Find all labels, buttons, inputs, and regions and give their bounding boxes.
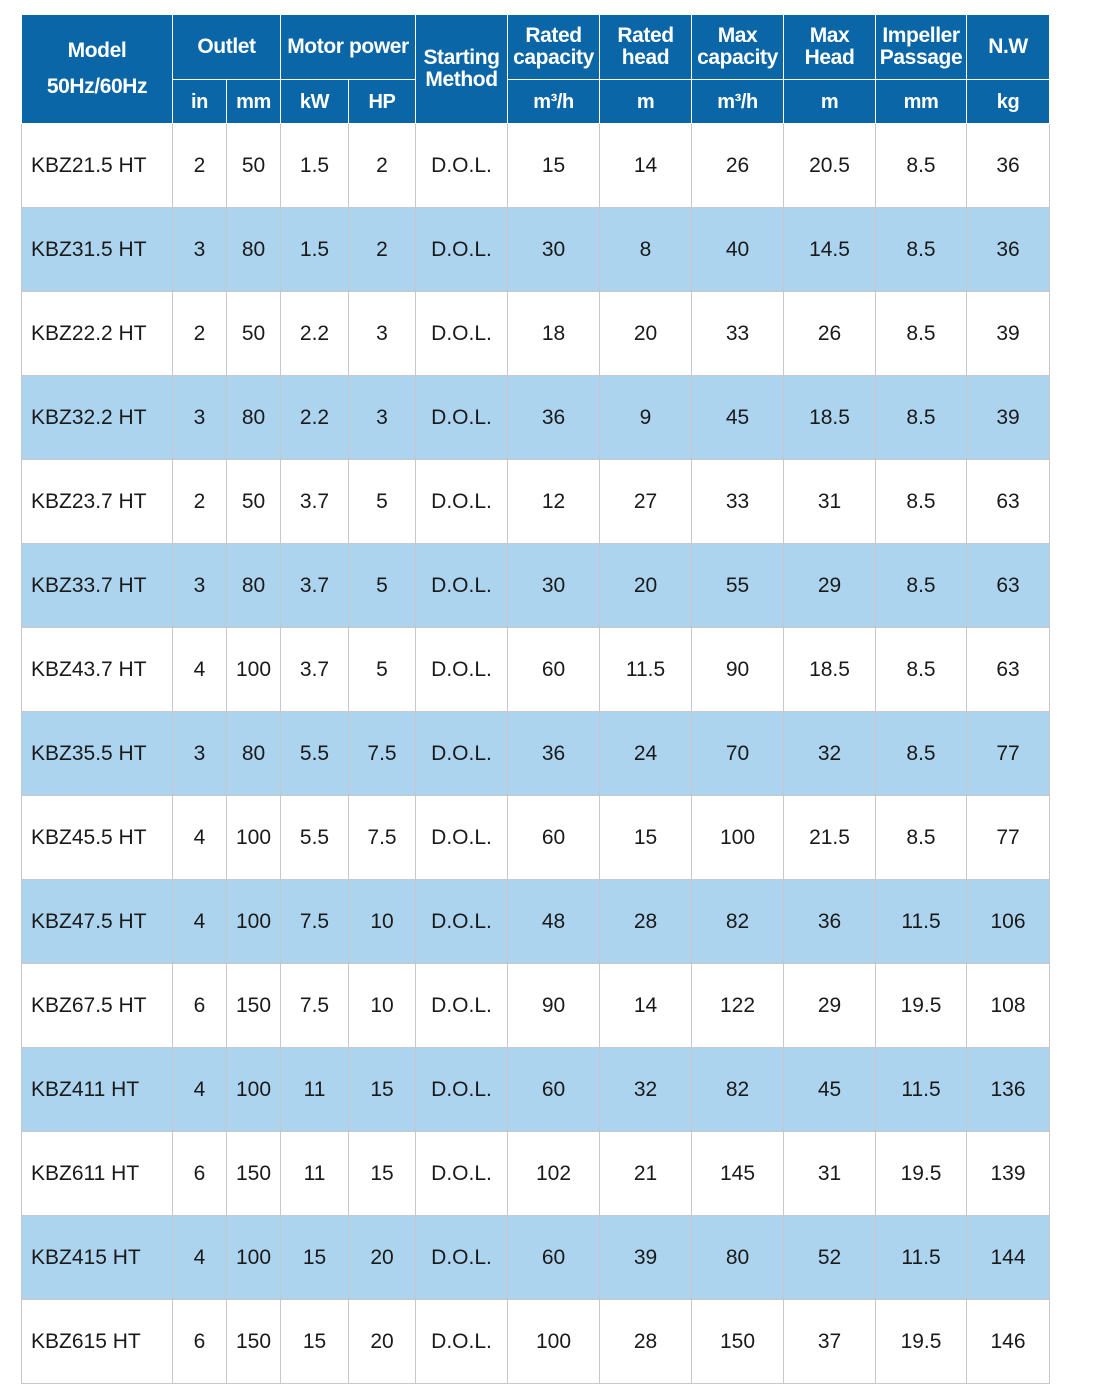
cell-outlet-mm: 50 <box>227 460 281 544</box>
cell-motor-kw: 1.5 <box>281 208 349 292</box>
cell-impeller-passage: 19.5 <box>876 1132 967 1216</box>
cell-max-head: 21.5 <box>784 796 876 880</box>
cell-max-capacity: 80 <box>692 1216 784 1300</box>
unit-impeller-passage: mm <box>876 80 967 124</box>
cell-max-head: 29 <box>784 544 876 628</box>
table-row <box>22 964 1050 1048</box>
cell-rated-capacity: 60 <box>508 1216 600 1300</box>
cell-motor-kw: 2.2 <box>281 376 349 460</box>
cell-rated-head: 9 <box>600 376 692 460</box>
cell-rated-head: 14 <box>600 124 692 208</box>
cell-motor-hp: 5 <box>349 460 416 544</box>
cell-impeller-passage: 8.5 <box>876 292 967 376</box>
cell-impeller-passage: 11.5 <box>876 880 967 964</box>
cell-model: KBZ23.7 HT <box>22 460 173 544</box>
unit-motor-kw: kW <box>281 80 349 124</box>
cell-model: KBZ411 HT <box>22 1048 173 1132</box>
cell-rated-capacity: 100 <box>508 1300 600 1384</box>
cell-outlet-mm: 100 <box>227 880 281 964</box>
table-row <box>22 1216 1050 1300</box>
cell-max-head: 31 <box>784 460 876 544</box>
cell-outlet-in: 4 <box>173 796 227 880</box>
cell-impeller-passage: 8.5 <box>876 460 967 544</box>
cell-outlet-in: 2 <box>173 292 227 376</box>
cell-nw: 106 <box>967 880 1050 964</box>
cell-max-capacity: 145 <box>692 1132 784 1216</box>
cell-motor-kw: 15 <box>281 1216 349 1300</box>
unit-motor-hp: HP <box>349 80 416 124</box>
header-rated-head-line1: Rated <box>617 24 674 47</box>
header-rated-capacity <box>508 15 600 80</box>
cell-rated-head: 21 <box>600 1132 692 1216</box>
cell-nw: 77 <box>967 712 1050 796</box>
cell-motor-hp: 7.5 <box>349 712 416 796</box>
unit-max-capacity: m³/h <box>692 80 784 124</box>
cell-starting-method: D.O.L. <box>416 1048 508 1132</box>
cell-outlet-in: 3 <box>173 208 227 292</box>
header-rated-capacity-line2: capacity <box>513 46 594 69</box>
header-model-line1: Model <box>67 39 127 62</box>
header-starting-method-line2: Method <box>425 68 498 91</box>
table-row <box>22 628 1050 712</box>
cell-max-capacity: 100 <box>692 796 784 880</box>
cell-rated-head: 20 <box>600 544 692 628</box>
cell-outlet-mm: 80 <box>227 208 281 292</box>
cell-rated-capacity: 60 <box>508 1048 600 1132</box>
unit-rated-head: m <box>600 80 692 124</box>
cell-outlet-in: 6 <box>173 1132 227 1216</box>
cell-rated-capacity: 36 <box>508 712 600 796</box>
cell-rated-capacity: 18 <box>508 292 600 376</box>
cell-starting-method: D.O.L. <box>416 880 508 964</box>
unit-nw: kg <box>967 80 1050 124</box>
cell-outlet-in: 4 <box>173 628 227 712</box>
cell-starting-method: D.O.L. <box>416 796 508 880</box>
cell-outlet-mm: 150 <box>227 1300 281 1384</box>
cell-rated-capacity: 60 <box>508 628 600 712</box>
cell-motor-hp: 15 <box>349 1048 416 1132</box>
cell-rated-capacity: 30 <box>508 208 600 292</box>
header-outlet-label: Outlet <box>197 35 256 58</box>
cell-motor-kw: 5.5 <box>281 796 349 880</box>
cell-nw: 39 <box>967 376 1050 460</box>
cell-starting-method: D.O.L. <box>416 124 508 208</box>
cell-impeller-passage: 8.5 <box>876 544 967 628</box>
cell-model: KBZ45.5 HT <box>22 796 173 880</box>
cell-impeller-passage: 8.5 <box>876 628 967 712</box>
table-row <box>22 880 1050 964</box>
unit-outlet-in: in <box>173 80 227 124</box>
cell-impeller-passage: 8.5 <box>876 712 967 796</box>
cell-rated-head: 20 <box>600 292 692 376</box>
header-impeller-passage <box>876 15 967 80</box>
header-max-capacity <box>692 15 784 80</box>
cell-max-head: 52 <box>784 1216 876 1300</box>
cell-outlet-mm: 100 <box>227 1048 281 1132</box>
header-impeller-passage-line1: Impeller <box>882 24 960 47</box>
cell-motor-hp: 3 <box>349 292 416 376</box>
cell-starting-method: D.O.L. <box>416 1216 508 1300</box>
header-rated-head <box>600 15 692 80</box>
header-outlet <box>173 15 281 80</box>
unit-rated-capacity: m³/h <box>508 80 600 124</box>
cell-motor-kw: 5.5 <box>281 712 349 796</box>
cell-rated-head: 28 <box>600 880 692 964</box>
cell-rated-head: 39 <box>600 1216 692 1300</box>
header-model <box>22 15 173 124</box>
cell-starting-method: D.O.L. <box>416 712 508 796</box>
cell-outlet-in: 3 <box>173 712 227 796</box>
cell-rated-capacity: 90 <box>508 964 600 1048</box>
cell-rated-head: 15 <box>600 796 692 880</box>
cell-max-head: 18.5 <box>784 376 876 460</box>
cell-model: KBZ35.5 HT <box>22 712 173 796</box>
cell-outlet-mm: 50 <box>227 124 281 208</box>
cell-impeller-passage: 11.5 <box>876 1216 967 1300</box>
cell-nw: 108 <box>967 964 1050 1048</box>
cell-rated-capacity: 12 <box>508 460 600 544</box>
cell-motor-hp: 5 <box>349 544 416 628</box>
unit-outlet-mm: mm <box>227 80 281 124</box>
cell-outlet-in: 3 <box>173 376 227 460</box>
cell-rated-capacity: 48 <box>508 880 600 964</box>
cell-outlet-mm: 80 <box>227 376 281 460</box>
cell-rated-head: 14 <box>600 964 692 1048</box>
cell-max-head: 29 <box>784 964 876 1048</box>
cell-max-capacity: 40 <box>692 208 784 292</box>
cell-model: KBZ43.7 HT <box>22 628 173 712</box>
cell-nw: 36 <box>967 208 1050 292</box>
cell-rated-head: 24 <box>600 712 692 796</box>
header-max-head-line1: Max <box>809 24 850 47</box>
cell-rated-capacity: 36 <box>508 376 600 460</box>
cell-motor-hp: 15 <box>349 1132 416 1216</box>
cell-motor-hp: 20 <box>349 1300 416 1384</box>
table-row <box>22 376 1050 460</box>
cell-max-head: 26 <box>784 292 876 376</box>
cell-max-head: 31 <box>784 1132 876 1216</box>
unit-max-head: m <box>784 80 876 124</box>
header-motor-power <box>281 15 416 80</box>
cell-nw: 139 <box>967 1132 1050 1216</box>
table-row <box>22 460 1050 544</box>
cell-starting-method: D.O.L. <box>416 460 508 544</box>
cell-nw: 63 <box>967 544 1050 628</box>
header-rated-head-line2: head <box>621 46 670 69</box>
cell-max-capacity: 26 <box>692 124 784 208</box>
header-max-head-line2: Head <box>804 46 855 69</box>
cell-rated-capacity: 102 <box>508 1132 600 1216</box>
cell-motor-hp: 2 <box>349 124 416 208</box>
cell-outlet-mm: 150 <box>227 1132 281 1216</box>
cell-model: KBZ22.2 HT <box>22 292 173 376</box>
cell-motor-hp: 10 <box>349 880 416 964</box>
cell-nw: 39 <box>967 292 1050 376</box>
cell-nw: 77 <box>967 796 1050 880</box>
cell-max-capacity: 122 <box>692 964 784 1048</box>
header-motor-power-label: Motor power <box>287 35 409 58</box>
cell-max-capacity: 82 <box>692 1048 784 1132</box>
cell-max-capacity: 150 <box>692 1300 784 1384</box>
cell-motor-kw: 11 <box>281 1048 349 1132</box>
cell-model: KBZ31.5 HT <box>22 208 173 292</box>
cell-model: KBZ32.2 HT <box>22 376 173 460</box>
header-rated-capacity-line1: Rated <box>525 24 582 47</box>
cell-rated-head: 27 <box>600 460 692 544</box>
table-row <box>22 292 1050 376</box>
cell-max-capacity: 45 <box>692 376 784 460</box>
header-max-head <box>784 15 876 80</box>
cell-outlet-in: 2 <box>173 124 227 208</box>
table-row <box>22 712 1050 796</box>
table-row <box>22 796 1050 880</box>
cell-max-capacity: 90 <box>692 628 784 712</box>
table-row <box>22 124 1050 208</box>
cell-motor-hp: 7.5 <box>349 796 416 880</box>
header-row-main <box>22 15 1050 80</box>
cell-starting-method: D.O.L. <box>416 208 508 292</box>
cell-max-head: 14.5 <box>784 208 876 292</box>
cell-model: KBZ21.5 HT <box>22 124 173 208</box>
cell-impeller-passage: 11.5 <box>876 1048 967 1132</box>
cell-outlet-in: 4 <box>173 880 227 964</box>
cell-impeller-passage: 19.5 <box>876 964 967 1048</box>
cell-outlet-mm: 80 <box>227 712 281 796</box>
cell-outlet-in: 4 <box>173 1048 227 1132</box>
cell-motor-kw: 7.5 <box>281 880 349 964</box>
cell-max-capacity: 70 <box>692 712 784 796</box>
cell-motor-kw: 7.5 <box>281 964 349 1048</box>
cell-outlet-in: 4 <box>173 1216 227 1300</box>
cell-nw: 36 <box>967 124 1050 208</box>
cell-starting-method: D.O.L. <box>416 628 508 712</box>
cell-nw: 146 <box>967 1300 1050 1384</box>
header-impeller-passage-line2: Passage <box>879 46 963 69</box>
cell-max-head: 36 <box>784 880 876 964</box>
cell-max-head: 37 <box>784 1300 876 1384</box>
cell-motor-hp: 5 <box>349 628 416 712</box>
cell-max-capacity: 33 <box>692 460 784 544</box>
cell-model: KBZ67.5 HT <box>22 964 173 1048</box>
cell-outlet-mm: 100 <box>227 1216 281 1300</box>
header-row-units <box>22 80 1050 124</box>
cell-motor-hp: 2 <box>349 208 416 292</box>
table-row <box>22 208 1050 292</box>
cell-model: KBZ33.7 HT <box>22 544 173 628</box>
cell-rated-head: 11.5 <box>600 628 692 712</box>
cell-outlet-in: 6 <box>173 1300 227 1384</box>
table-row <box>22 1132 1050 1216</box>
cell-impeller-passage: 8.5 <box>876 796 967 880</box>
cell-motor-kw: 1.5 <box>281 124 349 208</box>
cell-impeller-passage: 8.5 <box>876 208 967 292</box>
cell-max-head: 20.5 <box>784 124 876 208</box>
header-nw <box>967 15 1050 80</box>
header-nw-label: N.W <box>988 35 1028 58</box>
cell-model: KBZ415 HT <box>22 1216 173 1300</box>
cell-nw: 63 <box>967 460 1050 544</box>
cell-nw: 144 <box>967 1216 1050 1300</box>
cell-model: KBZ615 HT <box>22 1300 173 1384</box>
header-max-capacity-line2: capacity <box>697 46 778 69</box>
cell-outlet-mm: 50 <box>227 292 281 376</box>
cell-outlet-mm: 150 <box>227 964 281 1048</box>
cell-motor-kw: 15 <box>281 1300 349 1384</box>
cell-starting-method: D.O.L. <box>416 1300 508 1384</box>
cell-starting-method: D.O.L. <box>416 292 508 376</box>
cell-max-head: 18.5 <box>784 628 876 712</box>
cell-max-head: 45 <box>784 1048 876 1132</box>
cell-motor-hp: 10 <box>349 964 416 1048</box>
cell-max-head: 32 <box>784 712 876 796</box>
header-starting-method-line1: Starting <box>423 46 500 69</box>
table-header <box>22 15 1050 124</box>
cell-outlet-mm: 100 <box>227 628 281 712</box>
cell-model: KBZ611 HT <box>22 1132 173 1216</box>
cell-rated-capacity: 60 <box>508 796 600 880</box>
header-max-capacity-line1: Max <box>717 24 758 47</box>
cell-impeller-passage: 8.5 <box>876 124 967 208</box>
cell-nw: 63 <box>967 628 1050 712</box>
cell-rated-head: 28 <box>600 1300 692 1384</box>
table-body <box>22 124 1050 1384</box>
cell-starting-method: D.O.L. <box>416 376 508 460</box>
cell-max-capacity: 33 <box>692 292 784 376</box>
cell-outlet-in: 2 <box>173 460 227 544</box>
cell-outlet-mm: 100 <box>227 796 281 880</box>
cell-motor-hp: 20 <box>349 1216 416 1300</box>
cell-outlet-in: 6 <box>173 964 227 1048</box>
cell-model: KBZ47.5 HT <box>22 880 173 964</box>
cell-outlet-mm: 80 <box>227 544 281 628</box>
cell-nw: 136 <box>967 1048 1050 1132</box>
cell-motor-kw: 11 <box>281 1132 349 1216</box>
cell-rated-capacity: 30 <box>508 544 600 628</box>
cell-motor-kw: 3.7 <box>281 460 349 544</box>
table-row <box>22 1300 1050 1384</box>
table-row <box>22 1048 1050 1132</box>
cell-outlet-in: 3 <box>173 544 227 628</box>
cell-motor-hp: 3 <box>349 376 416 460</box>
cell-starting-method: D.O.L. <box>416 1132 508 1216</box>
cell-starting-method: D.O.L. <box>416 544 508 628</box>
cell-max-capacity: 55 <box>692 544 784 628</box>
cell-impeller-passage: 19.5 <box>876 1300 967 1384</box>
cell-max-capacity: 82 <box>692 880 784 964</box>
header-starting-method <box>416 15 508 124</box>
cell-motor-kw: 2.2 <box>281 292 349 376</box>
cell-rated-capacity: 15 <box>508 124 600 208</box>
table-row <box>22 544 1050 628</box>
cell-motor-kw: 3.7 <box>281 544 349 628</box>
header-model-line2: 50Hz/60Hz <box>46 75 148 98</box>
pump-spec-table <box>21 14 1050 1384</box>
cell-starting-method: D.O.L. <box>416 964 508 1048</box>
cell-motor-kw: 3.7 <box>281 628 349 712</box>
cell-rated-head: 8 <box>600 208 692 292</box>
cell-rated-head: 32 <box>600 1048 692 1132</box>
cell-impeller-passage: 8.5 <box>876 376 967 460</box>
